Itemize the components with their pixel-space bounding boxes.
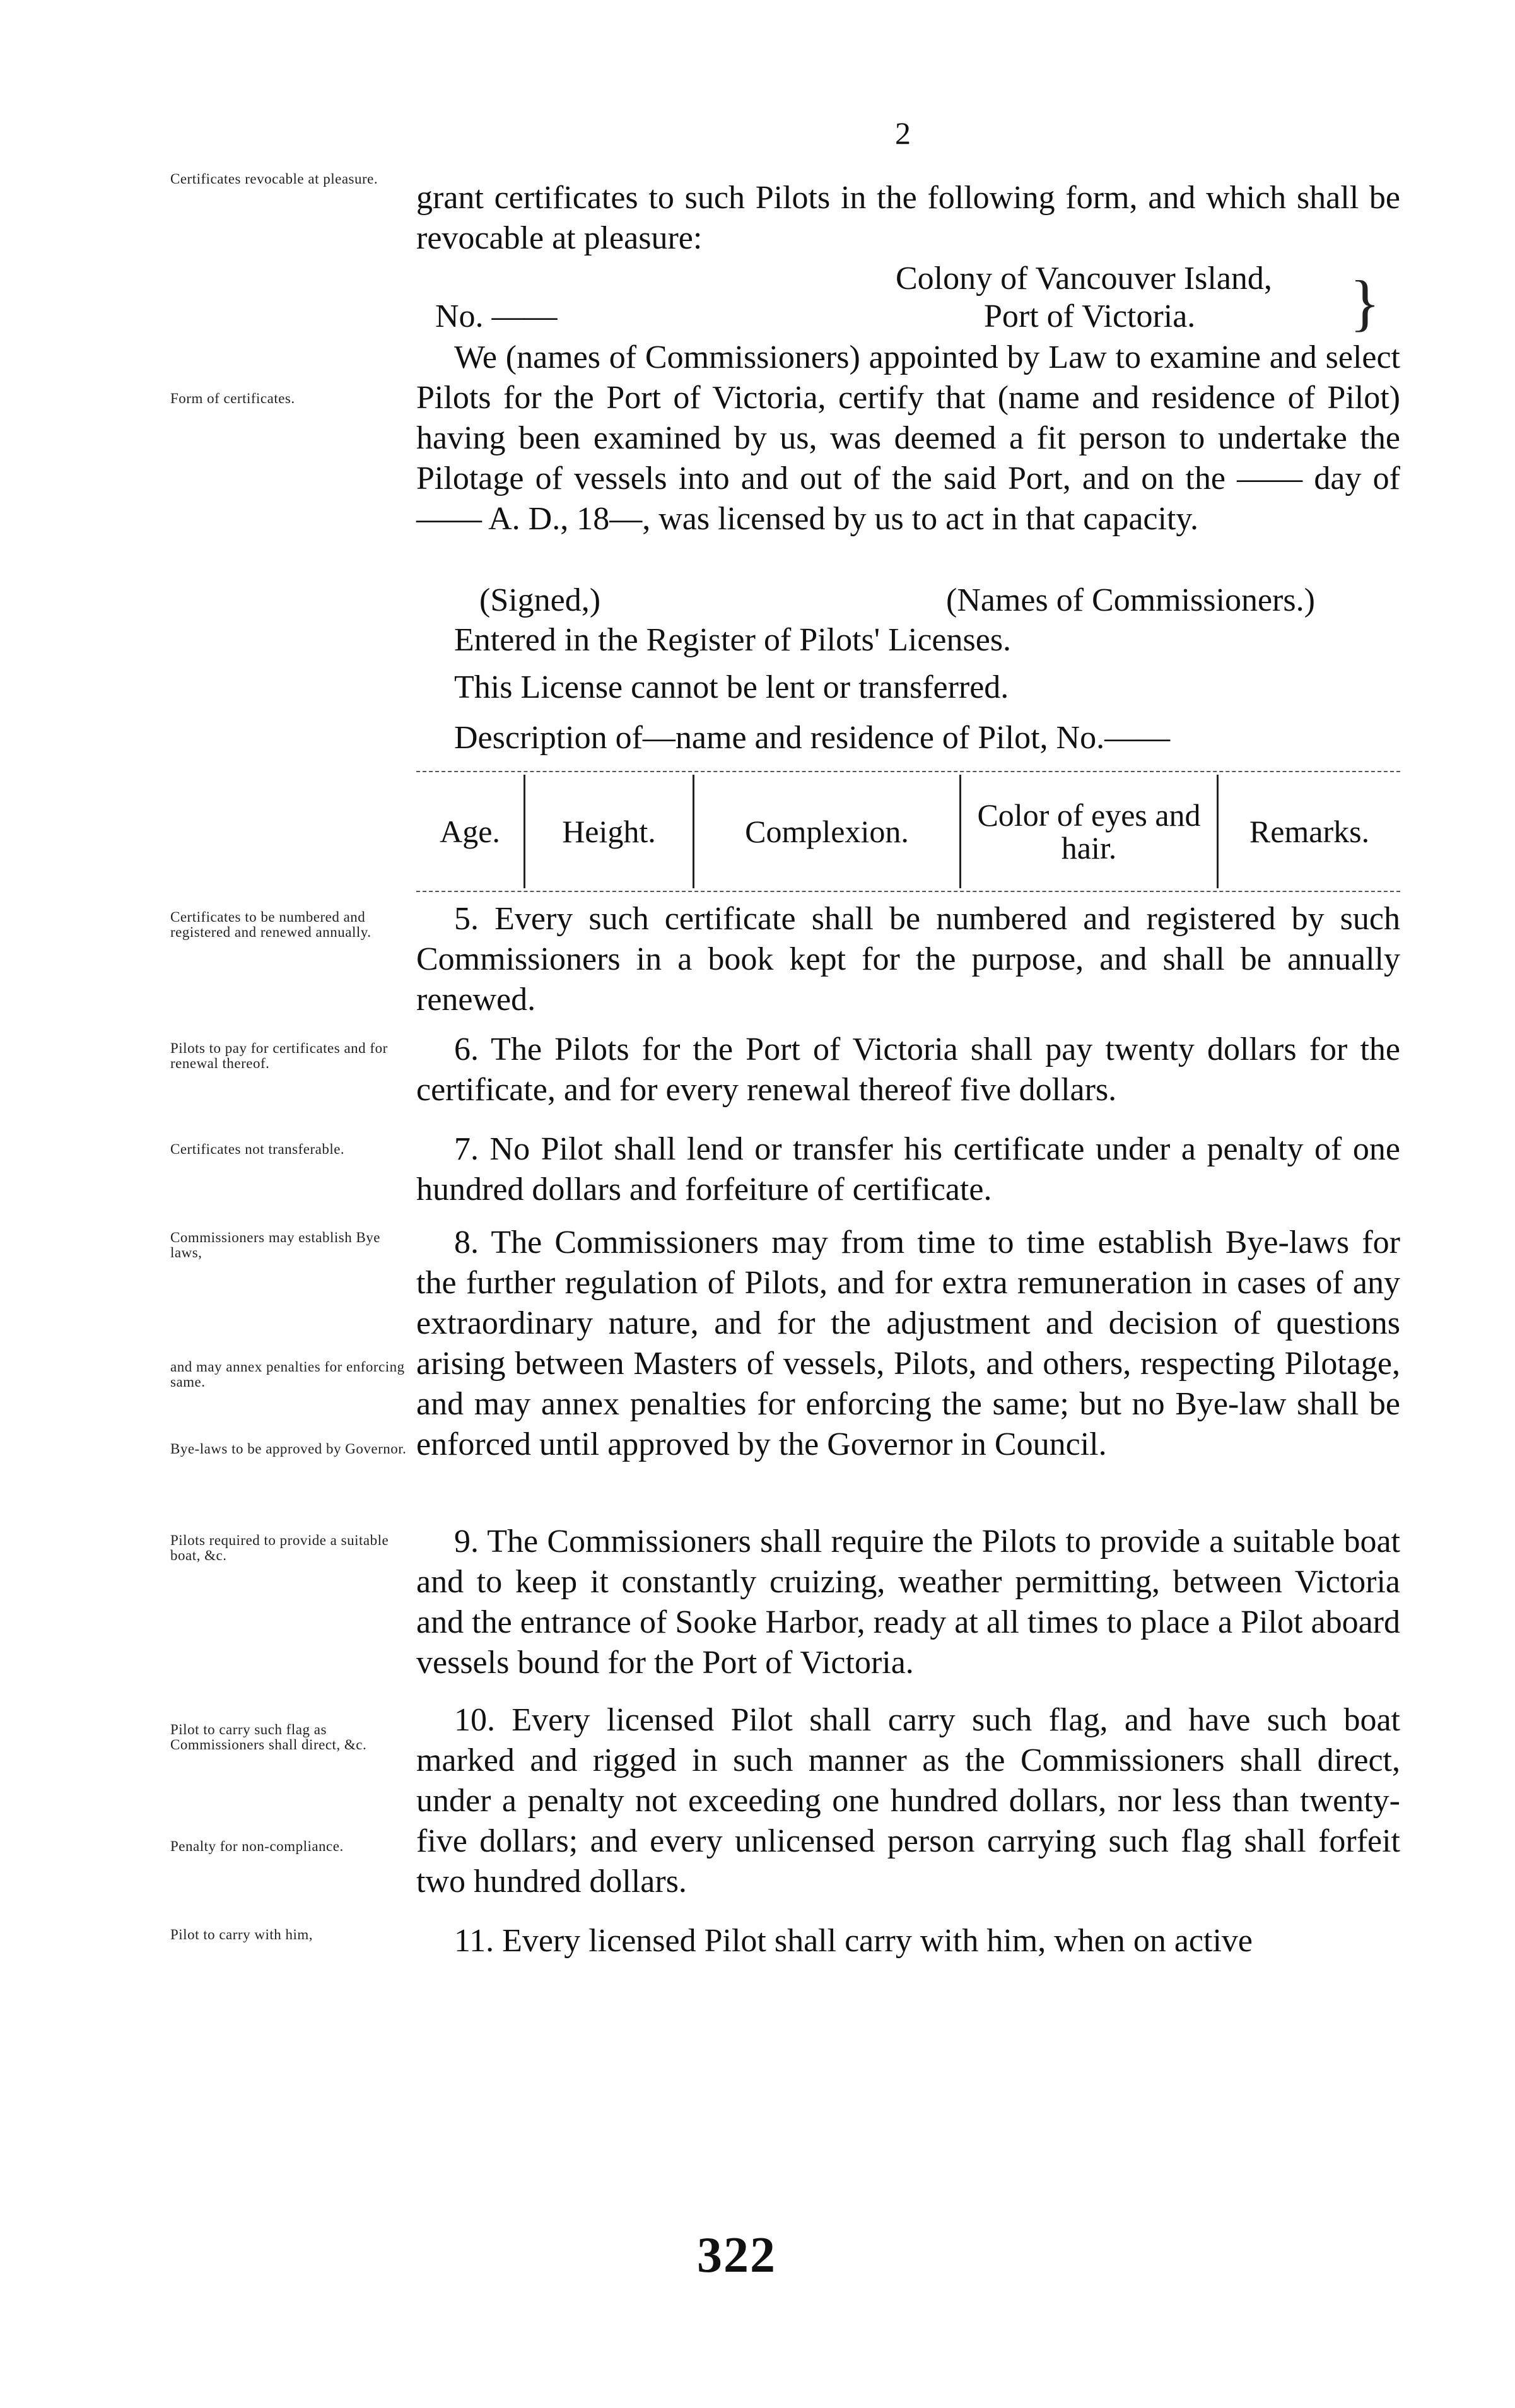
margin-note: and may annex penalties for enforcing same. [170, 1359, 405, 1390]
section-7: 7. No Pilot shall lend or transfer his certificate under a penalty of one hundred dollars and forfeiture of certificate. [416, 1131, 1400, 1207]
table-header-cell: Complexion. [694, 775, 961, 888]
form-brace: } [1350, 267, 1380, 338]
margin-note: Pilots required to provide a suitable boat, &c. [170, 1532, 389, 1563]
table-header-cell: Height. [525, 775, 694, 888]
margin-note: Commissioners may establish Bye laws, [170, 1230, 381, 1260]
table-header-row [416, 775, 1400, 888]
table-header-cell: Color of eyes and hair. [961, 775, 1218, 888]
margin-note: Certificates to be numbered and registered and renewed annually. [170, 909, 371, 940]
form-number-line: No. —— [435, 298, 558, 334]
table-header-cell: Remarks. [1218, 775, 1401, 888]
form-description-line: Description of—name and residence of Pilot, No.—— [454, 720, 1171, 756]
margin-note: Bye-laws to be approved by Governor. [170, 1441, 407, 1457]
form-entered-line: Entered in the Register of Pilots' Licenses. [454, 622, 1012, 658]
margin-note: Pilot to carry with him, [170, 1927, 313, 1942]
section-10: 10. Every licensed Pilot shall carry such flag, and have such boat marked and rigged in such manner as the Commissioners shall direct, under a penalty not exceeding one hundred dollars, nor less than twenty-five dollars; and every unlicensed person carrying such flag shall forfeit two hundred dollars. [416, 1702, 1400, 1900]
form-signed-label: (Signed,) [479, 582, 601, 618]
intro-paragraph: grant certificates to such Pilots in the following form, and which shall be revocable at pleasure: [416, 180, 1400, 256]
section-9: 9. The Commissioners shall require the Pilots to provide a suitable boat and to keep it constantly cruizing, weather permitting, between Victoria and the entrance of Sooke Harbor, ready at all times to place a Pilot aboard vessels bound for the Port of Victoria. [416, 1524, 1400, 1681]
margin-note: Certificates revocable at pleasure. [170, 171, 378, 187]
form-license-line: This License cannot be lent or transferred. [454, 669, 1009, 705]
margin-note: Penalty for non-compliance. [170, 1838, 344, 1854]
section-11: 11. Every licensed Pilot shall carry with him, when on active [454, 1923, 1253, 1959]
section-5: 5. Every such certificate shall be numbered and registered by such Commissioners in a book kept for the purpose, and shall be annually renewed. [416, 901, 1400, 1018]
pilot-description-table [416, 775, 1400, 888]
form-signers-label: (Names of Commissioners.) [946, 582, 1315, 618]
page-number: 2 [895, 115, 911, 151]
margin-note: Certificates not transferable. [170, 1141, 345, 1157]
table-bottom-rule [416, 891, 1400, 892]
table-header-cell: Age. [440, 814, 500, 849]
margin-note: Pilot to carry such flag as Commissioners shall direct, &c. [170, 1722, 367, 1753]
form-colony-line: Colony of Vancouver Island, [896, 261, 1272, 297]
section-8: 8. The Commissioners may from time to time establish Bye-laws for the further regulation of Pilots, and for extra remuneration in cases of any extraordinary nature, and for the adjustment and decision of questions arising between Masters of vessels, Pilots, and others, respecting Pilotage, and may annex penalties for enforcing the same; but no Bye-law shall be enforced until approved by the Governor in Council. [416, 1225, 1400, 1462]
folio-number: 322 [697, 2228, 776, 2283]
table-top-rule [416, 771, 1400, 772]
margin-note: Pilots to pay for certificates and for renewal thereof. [170, 1040, 388, 1071]
form-body: We (names of Commissioners) appointed by Law to examine and select Pilots for the Port of Victoria, certify that (name and residence of Pilot) having been examined by us, was deemed a fit person to undertake the Pilotage of vessels into and out of the said Port, and on the —— day of —— A. D., 18—, was licensed by us to act in that capacity. [416, 339, 1400, 537]
section-6: 6. The Pilots for the Port of Victoria shall pay twenty dollars for the certificate, and for every renewal thereof five dollars. [416, 1031, 1400, 1108]
margin-note: Form of certificates. [170, 391, 295, 406]
form-port-line: Port of Victoria. [984, 298, 1196, 334]
